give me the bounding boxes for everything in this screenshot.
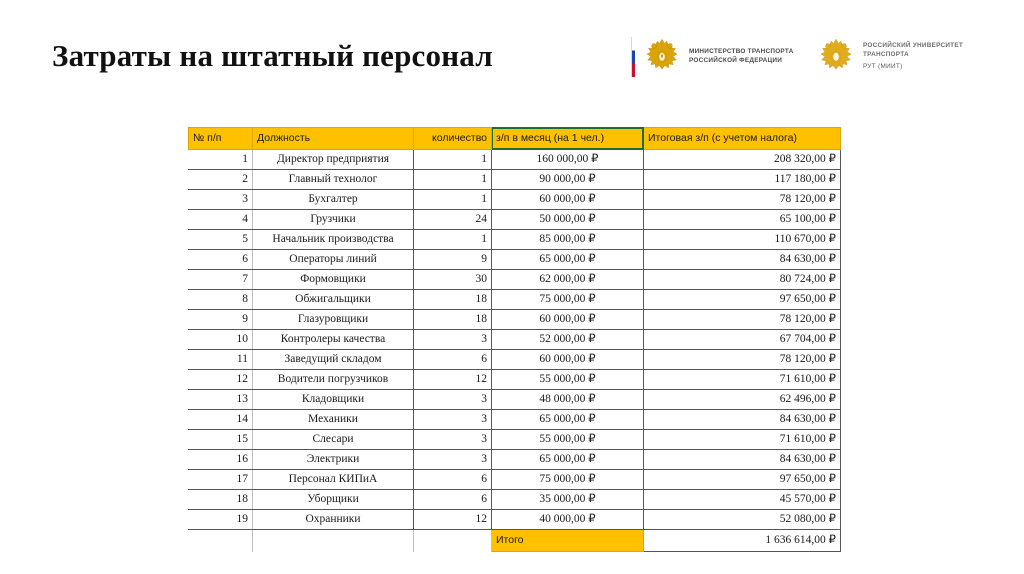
table-row [189,510,841,530]
total-value[interactable]: 1 636 614,00 ₽ [644,530,841,552]
table-header-row [189,128,841,150]
cell-salary[interactable]: 60 000,00 ₽ [492,350,644,370]
cell-number[interactable]: 17 [189,470,253,490]
page-title: Затраты на штатный персонал [52,38,493,73]
cell-count[interactable]: 1 [414,230,492,250]
slide-header [0,0,1024,110]
table-row [189,250,841,270]
cell-salary[interactable]: 85 000,00 ₽ [492,230,644,250]
cell-position[interactable]: Заведущий складом [253,350,414,370]
table-row [189,410,841,430]
cell-total[interactable]: 110 670,00 ₽ [644,230,841,250]
cell-number[interactable]: 7 [189,270,253,290]
logo-ministry-line1: МИНИСТЕРСТВО ТРАНСПОРТА [689,48,794,56]
cell-number[interactable]: 9 [189,310,253,330]
cell-total[interactable]: 78 120,00 ₽ [644,310,841,330]
cell-count[interactable]: 6 [414,490,492,510]
cell-position[interactable]: Кладовщики [253,390,414,410]
cell-total[interactable]: 62 496,00 ₽ [644,390,841,410]
cell-total[interactable]: 208 320,00 ₽ [644,150,841,170]
cell-number[interactable]: 12 [189,370,253,390]
cell-total[interactable]: 67 704,00 ₽ [644,330,841,350]
logo-rut-line2: ТРАНСПОРТА [863,50,909,58]
cell-count[interactable]: 1 [414,150,492,170]
total-row-blank-position [253,530,414,552]
cell-number[interactable]: 11 [189,350,253,370]
cell-total[interactable]: 71 610,00 ₽ [644,370,841,390]
table-row [189,170,841,190]
table-row [189,430,841,450]
double-headed-eagle-emblem-icon [642,36,682,78]
cell-count[interactable]: 1 [414,190,492,210]
cell-position[interactable]: Контролеры качества [253,330,414,350]
cell-number[interactable]: 19 [189,510,253,530]
cell-count[interactable]: 3 [414,330,492,350]
cell-number[interactable]: 15 [189,430,253,450]
double-headed-eagle-emblem-icon [816,36,856,78]
total-row-blank-count [414,530,492,552]
cell-salary[interactable]: 35 000,00 ₽ [492,490,644,510]
cell-salary[interactable]: 62 000,00 ₽ [492,270,644,290]
column-header-salary[interactable]: з/п в месяц (на 1 чел.) [492,128,644,150]
cell-salary[interactable]: 65 000,00 ₽ [492,410,644,430]
table-row [189,350,841,370]
cell-total[interactable]: 65 100,00 ₽ [644,210,841,230]
cell-total[interactable]: 84 630,00 ₽ [644,250,841,270]
cell-total[interactable]: 117 180,00 ₽ [644,170,841,190]
cell-position[interactable]: Формовщики [253,270,414,290]
cell-salary[interactable]: 55 000,00 ₽ [492,370,644,390]
logo-russian-university-of-transport [816,36,963,78]
cell-count[interactable]: 3 [414,410,492,430]
cell-total[interactable]: 78 120,00 ₽ [644,350,841,370]
cell-number[interactable]: 8 [189,290,253,310]
cell-number[interactable]: 13 [189,390,253,410]
cell-position[interactable]: Персонал КИПиА [253,470,414,490]
cell-total[interactable]: 84 630,00 ₽ [644,450,841,470]
total-row [189,530,841,552]
cell-total[interactable]: 45 570,00 ₽ [644,490,841,510]
cell-count[interactable]: 6 [414,350,492,370]
cell-count[interactable]: 3 [414,450,492,470]
logo-ministry-text [689,48,793,65]
cell-position[interactable]: Уборщики [253,490,414,510]
logo-ministry-line2: РОССИЙСКОЙ ФЕДЕРАЦИИ [689,57,783,64]
cell-count[interactable]: 3 [414,390,492,410]
table-row [189,330,841,350]
cell-count[interactable]: 12 [414,370,492,390]
cell-number[interactable]: 18 [189,490,253,510]
column-header-number[interactable]: № п/п [189,128,253,150]
table-row [189,390,841,410]
cell-salary[interactable]: 52 000,00 ₽ [492,330,644,350]
cell-position[interactable]: Операторы линий [253,250,414,270]
cell-salary[interactable]: 40 000,00 ₽ [492,510,644,530]
table-row [189,370,841,390]
cell-position[interactable]: Обжигальщики [253,290,414,310]
cell-number[interactable]: 5 [189,230,253,250]
cell-number[interactable]: 3 [189,190,253,210]
column-header-count[interactable]: количество [414,128,492,150]
logo-rut-line1: РОССИЙСКИЙ УНИВЕРСИТЕТ [863,42,963,50]
cell-salary[interactable]: 65 000,00 ₽ [492,250,644,270]
table-row [189,290,841,310]
cell-salary[interactable]: 48 000,00 ₽ [492,390,644,410]
table-body [189,150,841,530]
cell-salary[interactable]: 75 000,00 ₽ [492,290,644,310]
table-row [189,490,841,510]
cell-count[interactable]: 3 [414,430,492,450]
logo-rut-text [863,42,963,72]
cell-position[interactable]: Электрики [253,450,414,470]
cell-total[interactable]: 52 080,00 ₽ [644,510,841,530]
cell-salary[interactable]: 90 000,00 ₽ [492,170,644,190]
cell-position[interactable]: Охранники [253,510,414,530]
cell-count[interactable]: 1 [414,170,492,190]
table-row [189,150,841,170]
table-footer [189,530,841,552]
russian-tricolor-bar-icon [631,37,635,77]
table-row [189,230,841,250]
table-row [189,470,841,490]
cell-total[interactable]: 71 610,00 ₽ [644,430,841,450]
cell-count[interactable]: 12 [414,510,492,530]
cell-total[interactable]: 78 120,00 ₽ [644,190,841,210]
column-header-total[interactable]: Итоговая з/п (с учетом налога) [644,128,841,150]
cell-position[interactable]: Слесари [253,430,414,450]
cell-salary[interactable]: 60 000,00 ₽ [492,310,644,330]
staff-costs-table [188,127,841,552]
cell-total[interactable]: 84 630,00 ₽ [644,410,841,430]
table-row [189,190,841,210]
cell-salary[interactable]: 60 000,00 ₽ [492,190,644,210]
table-row [189,210,841,230]
cell-salary[interactable]: 55 000,00 ₽ [492,430,644,450]
cell-position[interactable]: Бухгалтер [253,190,414,210]
cell-number[interactable]: 1 [189,150,253,170]
cell-position[interactable]: Главный технолог [253,170,414,190]
total-row-blank-number [189,530,253,552]
table-row [189,310,841,330]
cell-number[interactable]: 6 [189,250,253,270]
cell-position[interactable]: Начальник производства [253,230,414,250]
cell-count[interactable]: 30 [414,270,492,290]
table-row [189,270,841,290]
cell-salary[interactable]: 65 000,00 ₽ [492,450,644,470]
cell-total[interactable]: 80 724,00 ₽ [644,270,841,290]
column-header-position[interactable]: Должность [253,128,414,150]
cell-position[interactable]: Механики [253,410,414,430]
cell-count[interactable]: 24 [414,210,492,230]
cell-position[interactable]: Директор предприятия [253,150,414,170]
table-row [189,450,841,470]
cell-salary[interactable]: 75 000,00 ₽ [492,470,644,490]
table-header [189,128,841,150]
cell-total[interactable]: 97 650,00 ₽ [644,290,841,310]
cell-position[interactable]: Водители погрузчиков [253,370,414,390]
cell-count[interactable]: 9 [414,250,492,270]
cell-number[interactable]: 4 [189,210,253,230]
logo-ministry-of-transport [631,36,793,78]
cell-position[interactable]: Глазуровщики [253,310,414,330]
cell-position[interactable]: Грузчики [253,210,414,230]
cell-number[interactable]: 2 [189,170,253,190]
cell-salary[interactable]: 160 000,00 ₽ [492,150,644,170]
cell-salary[interactable]: 50 000,00 ₽ [492,210,644,230]
logo-rut-line3: РУТ (МИИТ) [863,63,903,71]
cell-number[interactable]: 14 [189,410,253,430]
cell-count[interactable]: 18 [414,310,492,330]
cell-total[interactable]: 97 650,00 ₽ [644,470,841,490]
total-label[interactable]: Итого [492,530,644,552]
cell-number[interactable]: 16 [189,450,253,470]
cell-count[interactable]: 18 [414,290,492,310]
cell-count[interactable]: 6 [414,470,492,490]
cell-number[interactable]: 10 [189,330,253,350]
